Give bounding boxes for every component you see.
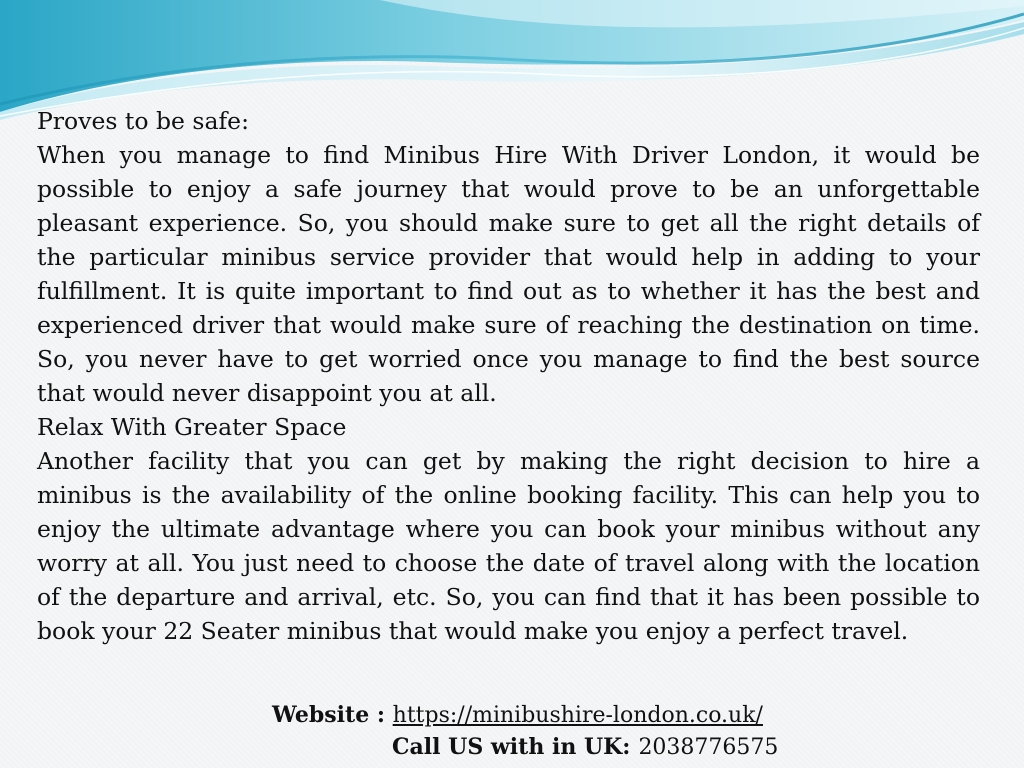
- section-paragraph-space: Another facility that you can get by making the right decision to hire a minibus is the availability of the online booking facility. This can help you to enjoy the ultimate advantage where you can book your minibus without any worry at all. You just need to choose the date of travel along with the location of the departure and arrival, etc. So, you can find that it has been possible to book your 22 Seater minibus that would make you enjoy a perfect travel.: [37, 447, 980, 645]
- section-heading-safe: Proves to be safe:: [37, 107, 249, 135]
- website-link[interactable]: https://minibushire-london.co.uk/: [392, 703, 763, 728]
- website-label: Website :: [272, 702, 385, 728]
- article-body: [37, 104, 980, 648]
- call-label: Call US with in UK:: [392, 734, 631, 760]
- phone-row: [392, 732, 778, 763]
- section-paragraph-safe: When you manage to find Minibus Hire With Driver London, it would be possible to enjoy a safe journey that would prove to be an unforgettable pleasant experience. So, you should make sure to get all the right details of the particular minibus service provider that would help in adding to your fulfillment. It is quite important to find out as to whether it has the best and experienced driver that would make sure of reaching the destination on time. So, you never have to get worried once you manage to find the best source that would never disappoint you at all.: [37, 141, 980, 407]
- phone-number: 2038776575: [638, 735, 779, 760]
- website-row: [272, 700, 763, 731]
- section-heading-space: Relax With Greater Space: [37, 413, 347, 441]
